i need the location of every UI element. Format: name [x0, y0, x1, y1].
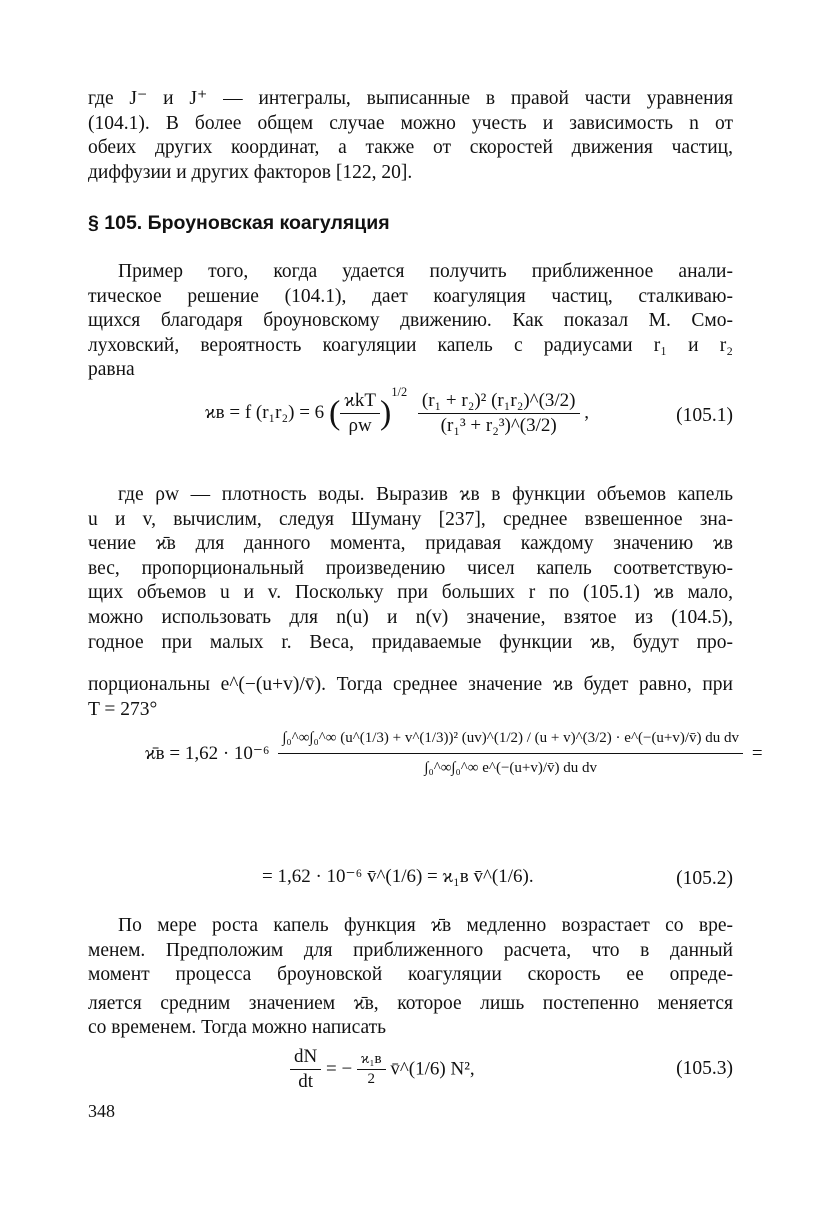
text-line: (104.1). В более общем случае можно учесть и зависимость n от: [88, 112, 733, 134]
eq2-denominator: ∫₀^∞∫₀^∞ e^(−(u+v)/v̄) du dv: [424, 760, 598, 776]
paragraph-3: [88, 914, 733, 1041]
paragraph-2: [88, 483, 733, 722]
eq3-lhs-num: dN: [290, 1046, 321, 1070]
text-line: щихся благодаря броуновскому движению. Как показал М. Смо-: [88, 310, 733, 332]
text-line: щих объемов u и v. Поскольку при больших r по (105.1) ϰв мало,: [88, 582, 733, 604]
eq3-coef-den: 2: [367, 1071, 376, 1087]
eq1-rhs-num: (r₁ + r₂)² (r₁r₂)^(3/2): [418, 390, 580, 414]
text-line: менем. Предположим для приближенного расчета, что в данный: [88, 939, 733, 961]
equation-105-2-line2: = 1,62 · 10⁻⁶ v̄^(1/6) = ϰ₁в v̄^(1/6).: [262, 866, 534, 887]
eq1-inner-fraction: [340, 390, 380, 437]
eq3-rhs: v̄^(1/6) N²,: [390, 1058, 475, 1080]
text-line: годное при малых r. Веса, придаваемые функции ϰв, будут про-: [88, 631, 733, 653]
eq1-frac-den: ρw: [348, 415, 372, 437]
eq2-lhs: ϰ̄в = 1,62 · 10⁻⁶: [145, 743, 270, 764]
text-line: ляется средним значением ϰ̄в, которое лишь постепенно меняется: [88, 992, 733, 1014]
text-line: u и v, вычислим, следуя Шуману [237], среднее взвешенное зна-: [88, 508, 733, 530]
text-line: момент процесса броуновской коагуляции скорость ее опреде-: [88, 964, 733, 986]
eq3-coef-fraction: [357, 1051, 386, 1088]
eq3-lhs-fraction: [290, 1046, 321, 1093]
equation-105-2: [145, 730, 763, 777]
text-line: порциональны e^(−(u+v)/v̄). Тогда среднее значение ϰв будет равно, при: [88, 674, 733, 696]
text-line: равна: [88, 359, 135, 381]
eq2-numerator: ∫₀^∞∫₀^∞ (u^(1/3) + v^(1/3))² (uv)^(1/2) / (u + v)^(3/2) · e^(−(u+v)/v̄) du dv: [278, 730, 743, 754]
equation-105-1: ϰв = f (r₁r₂) = 6 ( $\frac{\text{ϰkT}}{\rho w}$ )$^{1/2}$ $\frac{\text{(r₁ + r₂)² (r₁r₂)\textasciicircum{}(3/2)}}{\text{(r₁³ + r₂³)\textasciicircum{}(3/2)}}$ ,: [205, 385, 589, 437]
text-line: чение ϰ̄в для данного момента, придавая каждому значению ϰв: [88, 533, 733, 555]
eq1-tail: ,: [584, 402, 589, 423]
text-line: обеих других координат, а также от скоростей движения частиц,: [88, 137, 733, 159]
eq2-tail: =: [751, 742, 763, 764]
eq1-exponent: 1/2: [391, 385, 408, 399]
page-number: 348: [88, 1101, 115, 1121]
equation-number-105-3: (105.3): [676, 1058, 733, 1079]
text-line: луховский, вероятность коагуляции капель с радиусами r₁ и r₂: [88, 334, 733, 356]
text-line: где J⁻ и J⁺ — интегралы, выписанные в правой части уравнения: [88, 88, 733, 109]
eq1-frac-num: ϰkT: [340, 390, 380, 414]
intro-paragraph: [88, 87, 733, 185]
equation-105-3: [290, 1046, 475, 1093]
text-line: тическое решение (104.1), дает коагуляция частиц, сталкиваю-: [88, 285, 733, 307]
eq1-lhs: ϰв = f (r₁r₂) = 6: [205, 402, 325, 423]
eq1-main-fraction: [418, 390, 580, 437]
eq3-coef-num: ϰ₁в: [357, 1051, 386, 1070]
eq3-mid: = −: [325, 1058, 353, 1080]
equation-number-105-2: (105.2): [676, 868, 733, 889]
eq1-rhs-den: (r₁³ + r₂³)^(3/2): [440, 415, 557, 437]
eq2-main-fraction: [278, 730, 743, 777]
text-line: диффузии и других факторов [122, 20].: [88, 161, 413, 183]
text-line: вес, пропорциональный произведению чисел капель соответствую-: [88, 557, 733, 579]
paragraph-1: [88, 260, 733, 383]
text-line: со временем. Тогда можно написать: [88, 1017, 387, 1039]
equation-number-105-1: (105.1): [676, 405, 733, 426]
text-line: Пример того, когда удается получить приближенное анали-: [118, 261, 733, 282]
text-line: где ρw — плотность воды. Выразив ϰв в функции объемов капель: [118, 484, 733, 505]
text-line: По мере роста капель функция ϰ̄в медленно возрастает со вре-: [118, 915, 733, 936]
text-line: T = 273°: [88, 698, 158, 720]
text-line: можно использовать для n(u) и n(v) значение, взятое из (104.5),: [88, 606, 733, 628]
eq3-lhs-den: dt: [298, 1071, 313, 1092]
section-heading: § 105. Броуновская коагуляция: [88, 212, 390, 234]
